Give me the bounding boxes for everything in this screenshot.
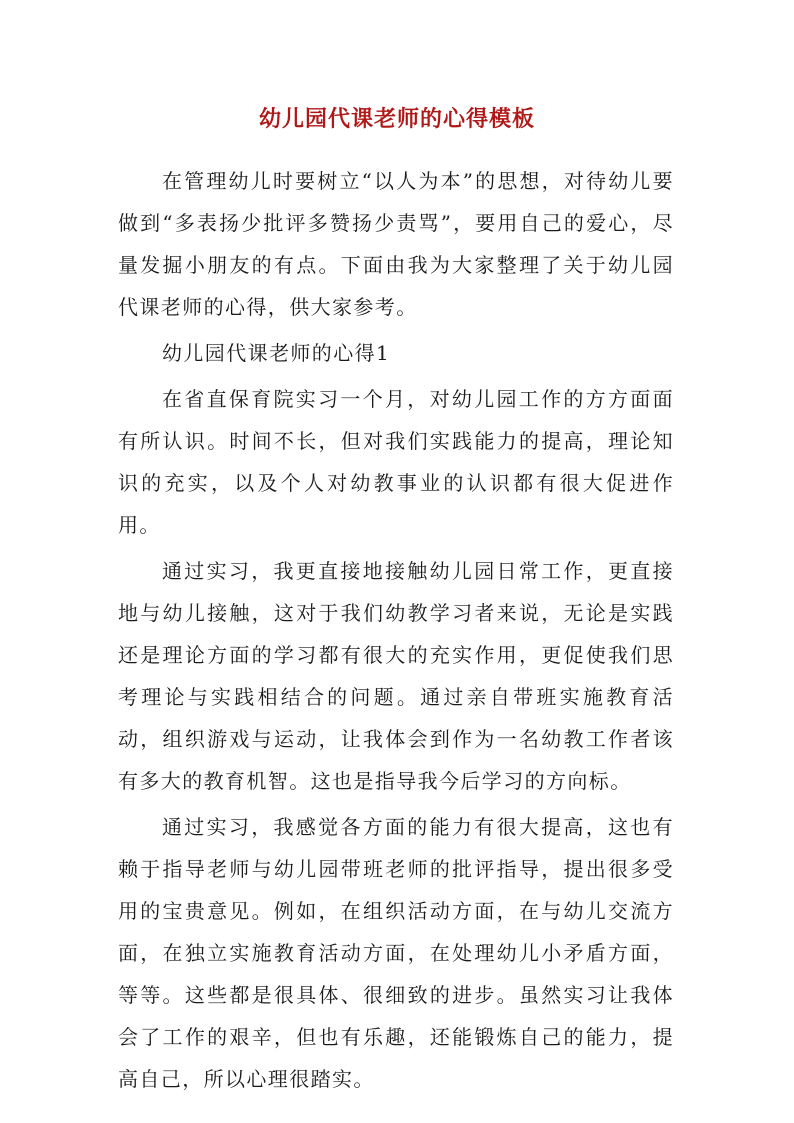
body-paragraph-1: 在省直保育院实习一个月，对幼儿园工作的方方面面有所认识。时间不长，但对我们实践能力的提高，理论知识的充实，以及个人对幼教事业的认识都有很大促进作用。 [118, 387, 674, 537]
body-paragraph-2: 通过实习，我更直接地接触幼儿园日常工作，更直接地与幼儿接触，这对于我们幼教学习者来说，无论是实践还是理论方面的学习都有很大的充实作用，更促使我们思考理论与实践相结合的问题。通过亲自带班实施教育活动，组织游戏与运动，让我体会到作为一名幼教工作者该有多大的教育机智。这也是指导我今后学习的方向标。 [118, 559, 674, 793]
body-paragraph-3: 通过实习，我感觉各方面的能力有很大提高，这也有赖于指导老师与幼儿园带班老师的批评指导，提出很多受用的宝贵意见。例如，在组织活动方面，在与幼儿交流方面，在独立实施教育活动方面，在处理幼儿小矛盾方面，等等。这些都是很具体、很细致的进步。虽然实习让我体会了工作的艰辛，但也有乐趣，还能锻炼自己的能力，提高自己，所以心理很踏实。 [118, 815, 674, 1091]
document-title: 幼儿园代课老师的心得模板 [258, 106, 535, 132]
document-body [118, 160, 674, 1104]
intro-paragraph: 在管理幼儿时要树立“以人为本”的思想，对待幼儿要做到“多表扬少批评多赞扬少责骂”，要用自己的爱心，尽量发掘小朋友的有点。下面由我为大家整理了关于幼儿园代课老师的心得，供大家参考。 [118, 169, 674, 319]
section-heading: 幼儿园代课老师的心得1 [162, 341, 391, 365]
